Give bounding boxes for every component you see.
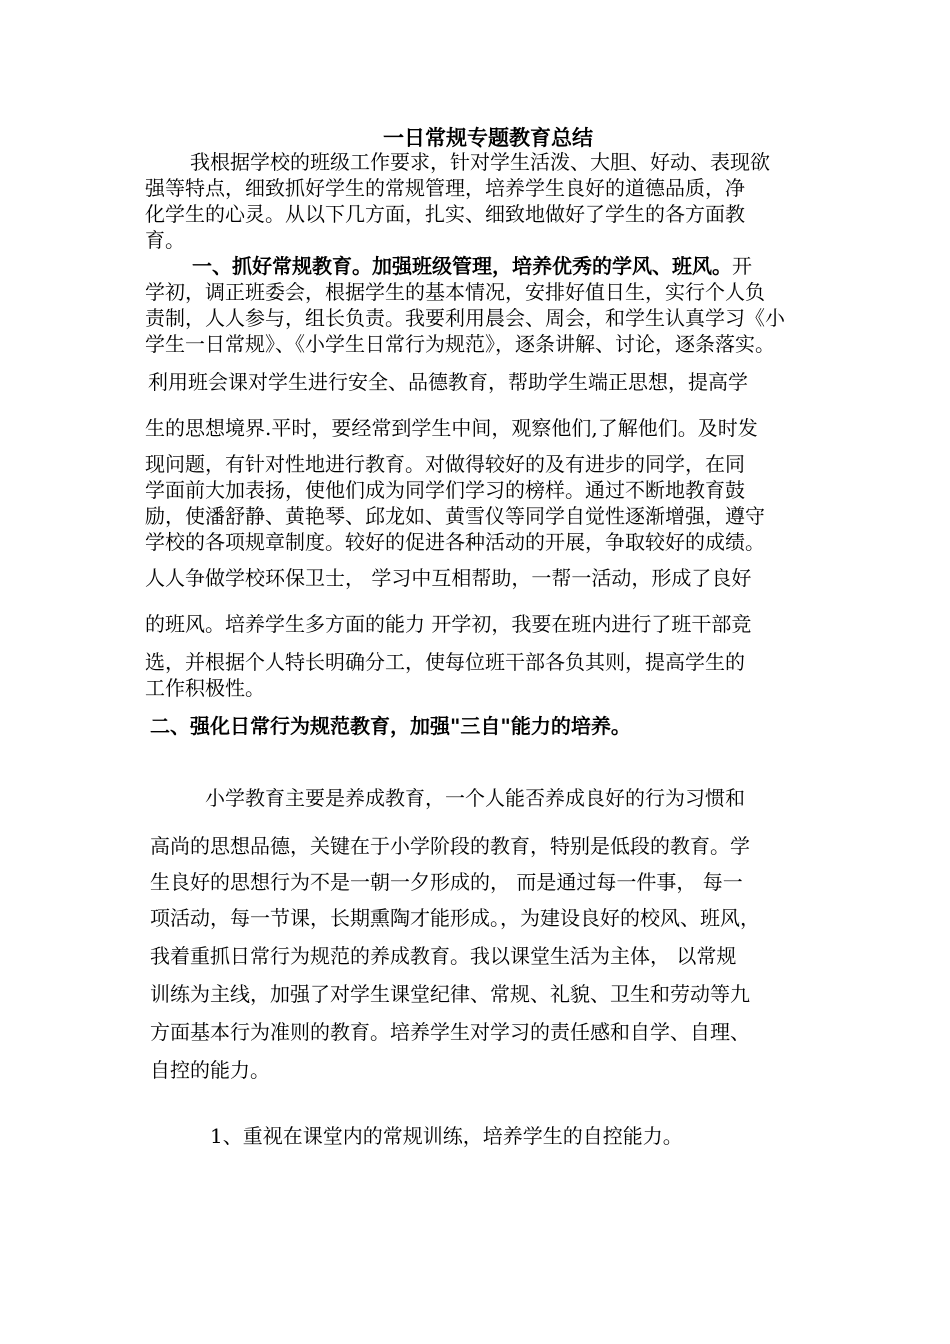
document-title: 一日常规专题教育总结 <box>383 125 593 150</box>
paragraph-line: 选，并根据个人特长明确分工，使每位班干部各负其则，提高学生的 <box>145 650 745 674</box>
paragraph-line: 高尚的思想品德，关键在于小学阶段的教育，特别是低段的教育。学 <box>150 834 750 858</box>
paragraph-line: 责制，人人参与，组长负责。我要利用晨会、周会，和学生认真学习《小 <box>145 306 785 330</box>
paragraph-line: 强等特点，细致抓好学生的常规管理，培养学生良好的道德品质，净 <box>145 176 745 200</box>
list-item: 1、重视在课堂内的常规训练，培养学生的自控能力。 <box>210 1124 683 1148</box>
paragraph-line: 利用班会课对学生进行安全、品德教育，帮助学生端正思想，提高学 <box>148 370 748 394</box>
paragraph-line: 学校的各项规章制度。较好的促进各种活动的开展，争取较好的成绩。 <box>145 530 765 554</box>
paragraph-line: 的班风。培养学生多方面的能力 开学初，我要在班内进行了班干部竞 <box>145 612 752 636</box>
paragraph-line: 学初，调正班委会，根据学生的基本情况，安排好值日生，实行个人负 <box>145 280 765 304</box>
paragraph-line: 方面基本行为准则的教育。培养学生对学习的责任感和自学、自理、 <box>150 1020 750 1044</box>
paragraph-line: 励，使潘舒静、黄艳琴、邱龙如、黄雪仪等同学自觉性逐渐增强，遵守 <box>145 504 765 528</box>
section-2-heading: 二、强化日常行为规范教育，加强"三自"能力的培养。 <box>150 714 631 738</box>
paragraph-line: 学生一日常规》、《小学生日常行为规范》，逐条讲解、讨论，逐条落实。 <box>145 332 775 356</box>
section-1-heading-line <box>192 254 752 278</box>
paragraph-line: 生的思想境界.平时，要经常到学生中间，观察他们,了解他们。及时发 <box>145 416 758 440</box>
paragraph-line: 学面前大加表扬，使他们成为同学们学习的榜样。通过不断地教育鼓 <box>145 478 745 502</box>
paragraph-line: 现问题，有针对性地进行教育。对做得较好的及有进步的同学，在同 <box>145 452 745 476</box>
paragraph-line: 自控的能力。 <box>150 1058 270 1082</box>
paragraph-line: 我着重抓日常行为规范的养成教育。我以课堂生活为主体， 以常规 <box>150 944 737 968</box>
paragraph-line: 人人争做学校环保卫士， 学习中互相帮助，一帮一活动，形成了良好 <box>145 566 752 590</box>
paragraph-line: 工作积极性。 <box>145 676 265 700</box>
paragraph-line: 生良好的思想行为不是一朝一夕形成的， 而是通过每一件事， 每一 <box>150 870 743 894</box>
section-1-heading-tail: 开 <box>732 254 752 278</box>
paragraph-line: 育。 <box>145 228 185 252</box>
section-1-heading: 一、抓好常规教育。加强班级管理，培养优秀的学风、班风。 <box>192 254 732 278</box>
paragraph-line: 训练为主线，加强了对学生课堂纪律、常规、礼貌、卫生和劳动等九 <box>150 982 750 1006</box>
paragraph-line: 化学生的心灵。从以下几方面，扎实、细致地做好了学生的各方面教 <box>145 202 745 226</box>
paragraph-line: 小学教育主要是养成教育，一个人能否养成良好的行为习惯和 <box>205 786 745 810</box>
paragraph-line: 我根据学校的班级工作要求，针对学生活泼、大胆、好动、表现欲 <box>190 150 770 174</box>
paragraph-line: 项活动，每一节课，长期熏陶才能形成。，为建设良好的校风、班风， <box>150 906 760 930</box>
